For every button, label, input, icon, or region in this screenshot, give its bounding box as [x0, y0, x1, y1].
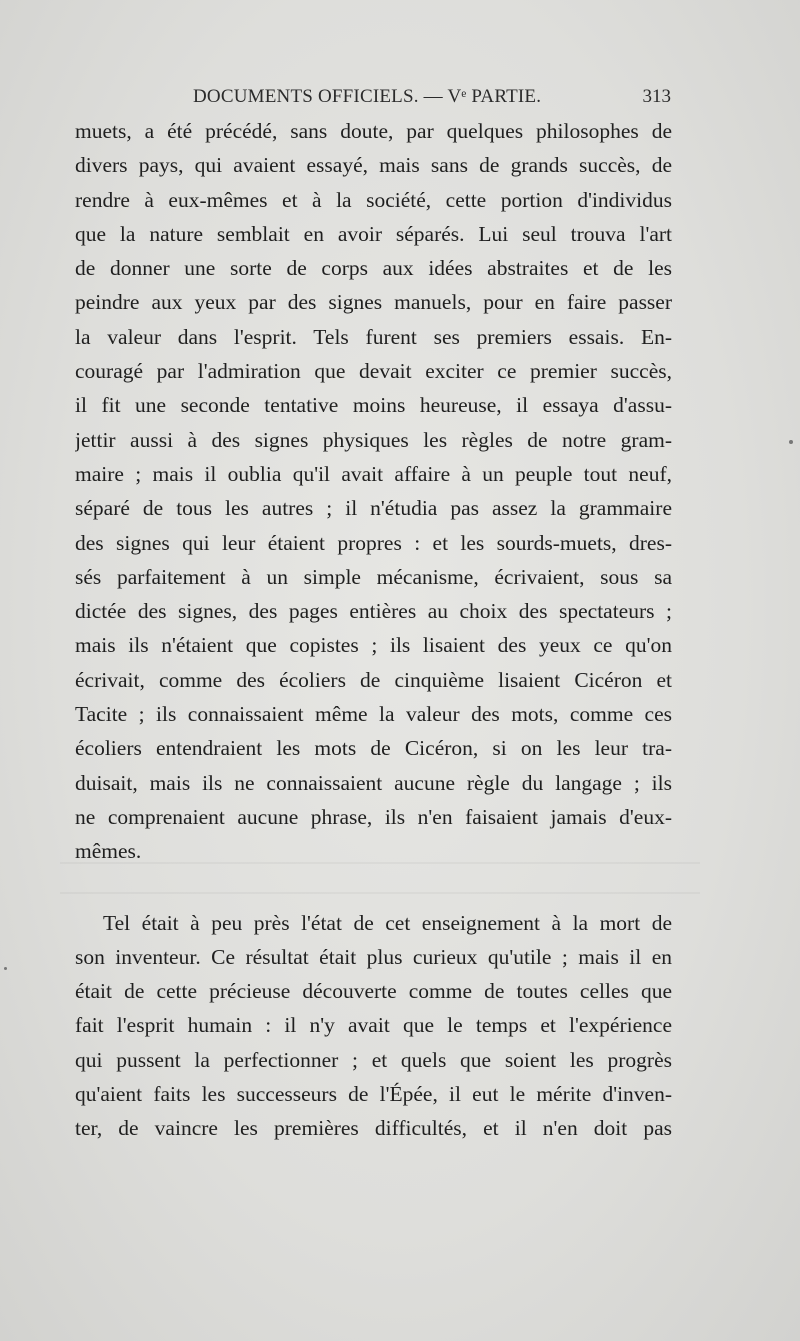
text-line: sés parfaitement à un simple mécanisme, écrivaient, sous sa: [75, 564, 672, 589]
text-line: écoliers entendraient les mots de Cicéron, si on les leur tra-: [75, 736, 672, 761]
text-line: Tel était à peu près l'état de cet enseignement à la mort de: [103, 910, 672, 935]
running-head: DOCUMENTS OFFICIELS. — Vᵉ PARTIE.: [193, 86, 542, 107]
paper-speck: [789, 440, 793, 444]
text-line: divers pays, qui avaient essayé, mais sans de grands succès, de: [75, 153, 672, 178]
text-line: rendre à eux-mêmes et à la société, cette portion d'individus: [75, 187, 672, 212]
text-line: des signes qui leur étaient propres : et les sourds-muets, dres-: [75, 530, 672, 555]
text-line: de donner une sorte de corps aux idées abstraites et de les: [75, 256, 672, 281]
text-line: maire ; mais il oublia qu'il avait affaire à un peuple tout neuf,: [75, 461, 672, 486]
page-number: 313: [642, 86, 671, 107]
text-line: mêmes.: [75, 839, 142, 864]
text-line: jettir aussi à des signes physiques les règles de notre gram-: [75, 427, 672, 452]
text-line: il fit une seconde tentative moins heureuse, il essaya d'assu-: [75, 393, 672, 418]
text-line: Tacite ; ils connaissaient même la valeur des mots, comme ces: [75, 702, 672, 727]
text-line: était de cette précieuse découverte comme de toutes celles que: [75, 979, 672, 1004]
text-line: ter, de vaincre les premières difficultés, et il n'en doit pas: [75, 1116, 672, 1141]
text-line: la valeur dans l'esprit. Tels furent ses premiers essais. En-: [75, 324, 672, 349]
paragraph-gap: [75, 869, 672, 906]
paragraph-2: [75, 906, 672, 1146]
text-line: duisait, mais ils ne connaissaient aucune règle du langage ; ils: [75, 770, 672, 795]
paper-speck: [4, 967, 7, 970]
text-line: séparé de tous les autres ; il n'étudia pas assez la grammaire: [75, 496, 672, 521]
text-line: mais ils n'étaient que copistes ; ils lisaient des yeux ce qu'on: [75, 633, 672, 658]
text-line: écrivait, comme des écoliers de cinquième lisaient Cicéron et: [75, 667, 672, 692]
paragraph-1: [75, 114, 672, 869]
text-line: qu'aient faits les successeurs de l'Épée, il eut le mérite d'inven-: [75, 1082, 672, 1107]
text-line: que la nature semblait en avoir séparés. Lui seul trouva l'art: [75, 221, 672, 246]
body-text: [75, 114, 672, 1146]
text-line: muets, a été précédé, sans doute, par quelques philosophes de: [75, 119, 672, 143]
text-line: couragé par l'admiration que devait exciter ce premier succès,: [75, 359, 672, 384]
text-line: son inventeur. Ce résultat était plus curieux qu'utile ; mais il en: [75, 944, 672, 969]
text-line: qui pussent la perfectionner ; et quels que soient les progrès: [75, 1047, 672, 1072]
text-line: dictée des signes, des pages entières au choix des spectateurs ;: [75, 599, 672, 624]
text-line: fait l'esprit humain : il n'y avait que le temps et l'expérience: [75, 1013, 672, 1038]
text-line: ne comprenaient aucune phrase, ils n'en faisaient jamais d'eux-: [75, 804, 672, 829]
page-header: [75, 86, 675, 112]
text-line: peindre aux yeux par des signes manuels, pour en faire passer: [75, 290, 672, 315]
